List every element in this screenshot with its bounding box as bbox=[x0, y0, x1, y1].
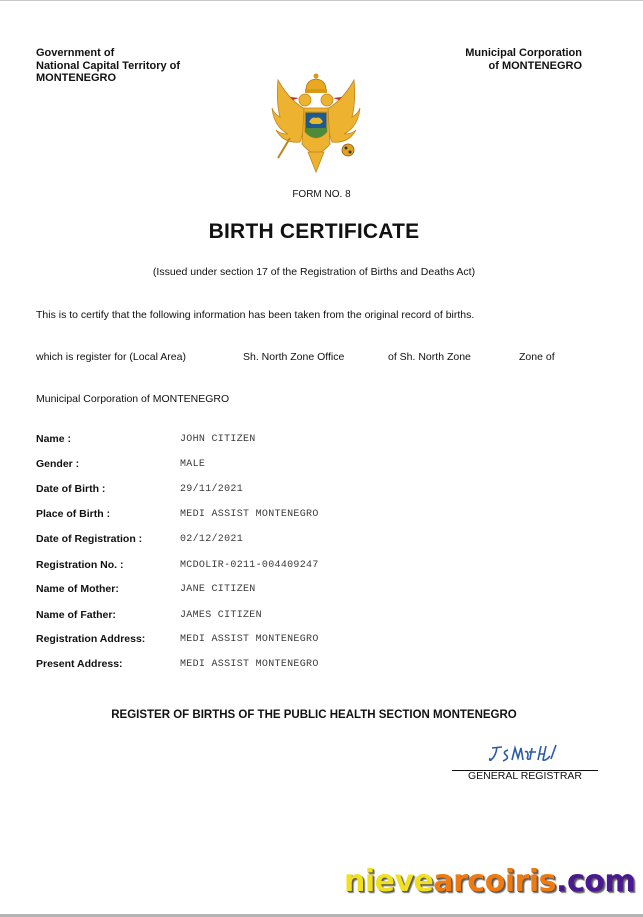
issuer-line: National Capital Territory of bbox=[36, 59, 181, 72]
corporation-line: Municipal Corporation of MONTENEGRO bbox=[36, 393, 230, 405]
field-value: MCDOLIR-0211-004409247 bbox=[180, 560, 319, 571]
local-area-prefix: which is register for (Local Area) bbox=[36, 351, 186, 363]
field-value: 29/11/2021 bbox=[180, 484, 244, 495]
issuer-line: Municipal Corporation bbox=[465, 47, 582, 59]
field-label: Date of Registration : bbox=[36, 533, 143, 545]
coat-of-arms-icon bbox=[270, 72, 362, 176]
field-label: Registration Address: bbox=[36, 633, 146, 645]
signatory-title: GENERAL REGISTRAR bbox=[468, 770, 582, 782]
field-label: Name of Mother: bbox=[36, 583, 119, 595]
field-label: Registration No. : bbox=[36, 559, 124, 571]
subtitle: (Issued under section 17 of the Registration of Births and Deaths Act) bbox=[152, 266, 476, 278]
watermark-part: arcoiris bbox=[433, 864, 557, 899]
issuer-line: Government of bbox=[36, 47, 115, 59]
local-area-office: Sh. North Zone Office bbox=[243, 351, 345, 363]
field-label: Date of Birth : bbox=[36, 483, 106, 495]
top-border bbox=[0, 0, 643, 1]
field-value: JAMES CITIZEN bbox=[180, 610, 262, 621]
field-value: MALE bbox=[180, 459, 206, 470]
local-area-suffix: Zone of bbox=[519, 351, 555, 363]
certify-statement: This is to certify that the following information has been taken from the original record of births. bbox=[36, 309, 475, 321]
field-label: Name : bbox=[36, 433, 72, 445]
issuer-municipal bbox=[465, 47, 582, 72]
watermark-part: nieve bbox=[344, 864, 434, 899]
field-value: MEDI ASSIST MONTENEGRO bbox=[180, 634, 319, 645]
field-label: Present Address: bbox=[36, 658, 123, 670]
issuer-line: MONTENEGRO bbox=[36, 72, 117, 84]
field-label: Name of Father: bbox=[36, 609, 116, 621]
field-label: Place of Birth : bbox=[36, 508, 111, 520]
local-area-zone: of Sh. North Zone bbox=[388, 351, 471, 363]
field-label: Gender : bbox=[36, 458, 80, 470]
field-value: JOHN CITIZEN bbox=[180, 434, 256, 445]
form-number: FORM NO. 8 bbox=[292, 189, 351, 200]
page-title: BIRTH CERTIFICATE bbox=[208, 220, 420, 243]
issuer-line: of MONTENEGRO bbox=[488, 59, 582, 72]
issuer-government bbox=[36, 47, 180, 85]
register-statement: REGISTER OF BIRTHS OF THE PUBLIC HEALTH SECTION MONTENEGRO bbox=[111, 709, 517, 721]
watermark-part: .com bbox=[556, 864, 636, 899]
field-value: 02/12/2021 bbox=[180, 534, 244, 545]
field-value: MEDI ASSIST MONTENEGRO bbox=[180, 659, 319, 670]
field-value: MEDI ASSIST MONTENEGRO bbox=[180, 509, 319, 520]
watermark bbox=[344, 864, 635, 899]
signature-icon bbox=[488, 742, 560, 773]
field-value: JANE CITIZEN bbox=[180, 584, 256, 595]
